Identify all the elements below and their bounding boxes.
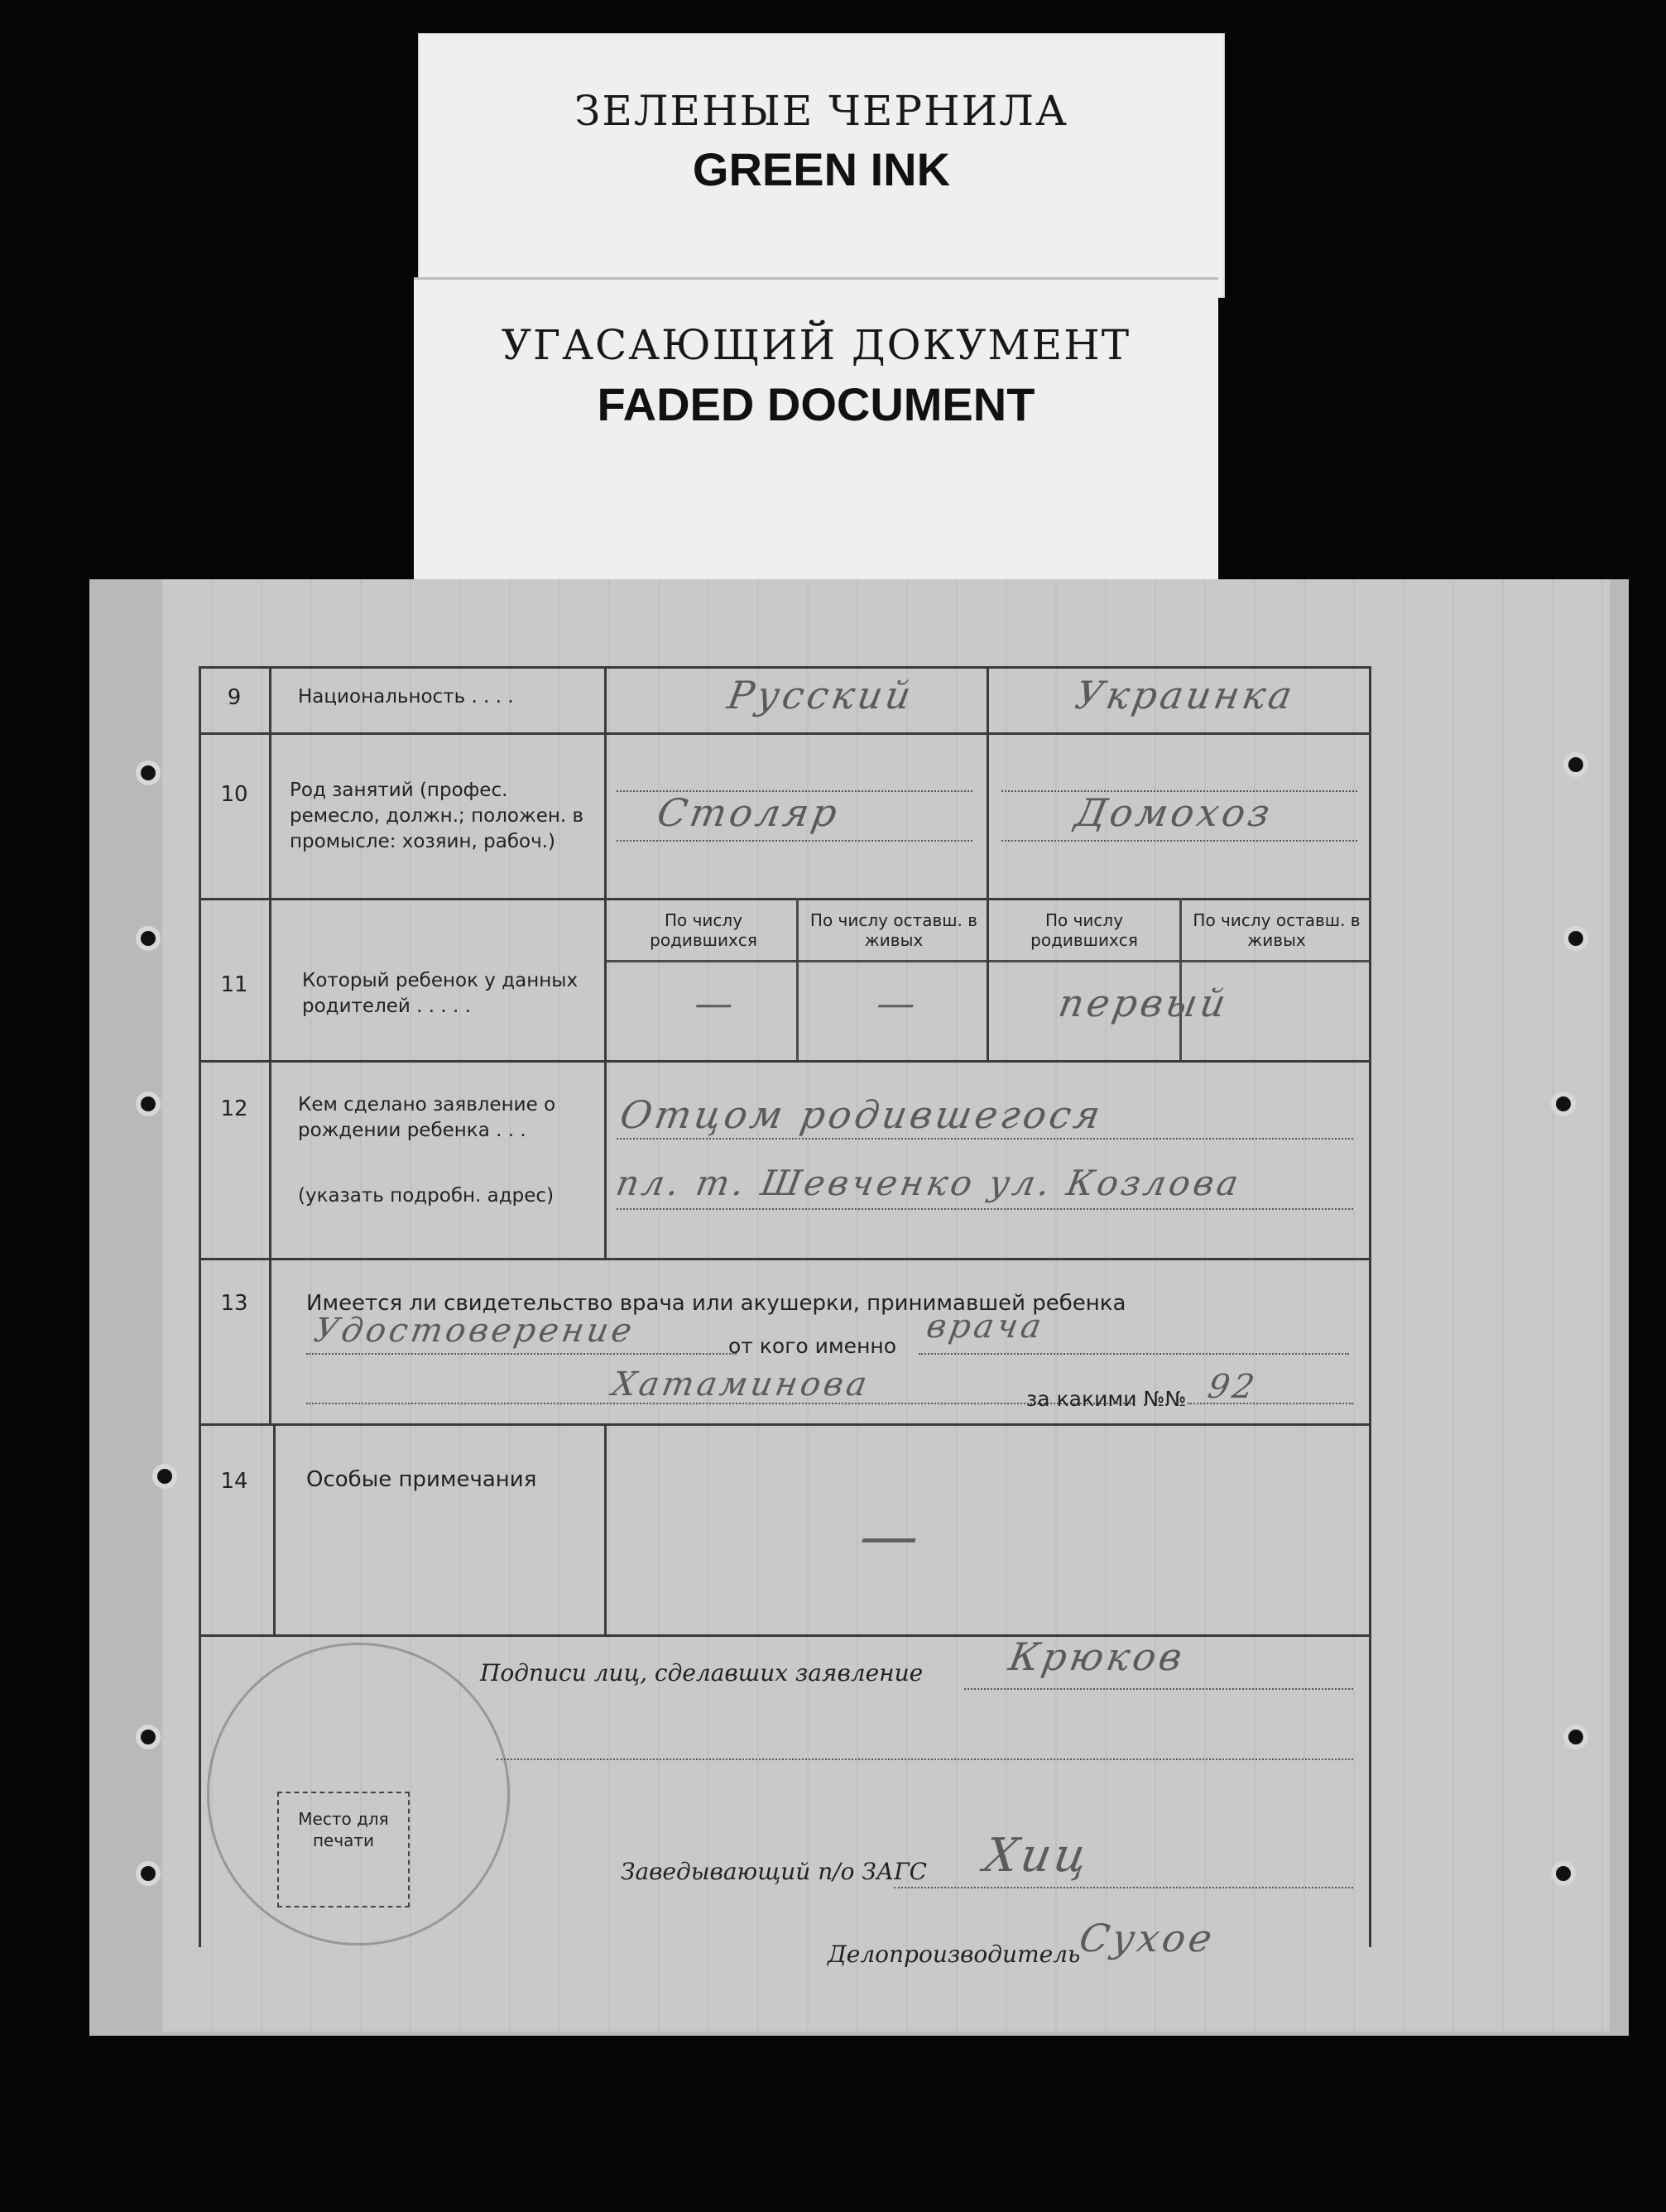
father-nationality: Русский xyxy=(724,673,918,717)
child-order-value: первый xyxy=(1055,981,1232,1025)
address-hint: (указать подробн. адрес) xyxy=(298,1185,555,1207)
certificate-number: 92 xyxy=(1204,1368,1260,1406)
col-header: По числу родившихся xyxy=(1030,910,1138,950)
rule xyxy=(1179,898,1182,1060)
row-number: 13 xyxy=(220,1291,248,1316)
occupation-label: Род занятий (профес. ремесло, должн.; положен. в промысле: хозяин, рабоч.) xyxy=(290,780,584,852)
clerk-label: Делопроизводитель xyxy=(828,1941,1081,1968)
from-whom-label: от кого именно xyxy=(728,1334,897,1358)
faded-en-text: FADED DOCUMENT xyxy=(597,378,1035,430)
rule xyxy=(1369,666,1371,1947)
rule xyxy=(604,1423,607,1634)
certificate-answer: Удостоверение xyxy=(310,1312,638,1350)
dotted-line xyxy=(894,1887,1353,1888)
declarant-value: Отцом родившегося xyxy=(617,1092,1107,1137)
punch-hole xyxy=(141,1866,156,1881)
col-header: По числу оставш. в живых xyxy=(1193,910,1361,950)
punch-hole xyxy=(141,931,156,946)
doctor-value: врача xyxy=(923,1308,1048,1346)
head-signature: Хиц xyxy=(980,1829,1095,1883)
clerk-signature: Сухое xyxy=(1076,1916,1219,1960)
row-number: 10 xyxy=(220,782,248,807)
punch-hole xyxy=(1556,1866,1571,1881)
punch-hole xyxy=(1568,931,1583,946)
col-header: По числу оставш. в живых xyxy=(809,910,978,950)
punch-hole xyxy=(157,1469,172,1484)
punch-hole xyxy=(1568,1730,1583,1744)
row-number: 11 xyxy=(220,972,248,997)
child-born-count: — xyxy=(691,981,741,1025)
green-ink-en-text: GREEN INK xyxy=(692,143,951,195)
mother-occupation: Домохоз xyxy=(1072,790,1277,835)
dotted-line xyxy=(497,1759,1353,1760)
child-alive-count: — xyxy=(873,981,923,1025)
child-order-label: Который ребенок у данных родителей . . . . . xyxy=(302,970,579,1017)
punch-hole xyxy=(141,1730,156,1744)
faded-document-card xyxy=(414,277,1218,579)
dotted-line xyxy=(919,1353,1349,1355)
rule xyxy=(796,898,799,1060)
declarant-label: Кем сделано заявление о рождении ребенка . . . xyxy=(298,1094,556,1141)
green-ink-ru-text: ЗЕЛЕНЫЕ ЧЕРНИЛА xyxy=(574,87,1068,135)
rule xyxy=(199,732,1371,735)
rule xyxy=(199,1634,1371,1637)
faded-ru-text: УГАСАЮЩИЙ ДОКУМЕНТ xyxy=(501,321,1131,369)
rule xyxy=(273,1423,276,1634)
remarks-label: Особые примечания xyxy=(306,1467,537,1492)
father-occupation: Столяр xyxy=(654,790,844,835)
dotted-line xyxy=(617,1208,1353,1210)
row-number: 9 xyxy=(227,685,242,710)
rule xyxy=(269,666,271,1423)
nationality-label: Национальность . . . . xyxy=(298,686,514,708)
dotted-line xyxy=(617,1138,1353,1140)
green-ink-card xyxy=(418,33,1225,298)
declarant-address: пл. т. Шевченко ул. Козлова xyxy=(612,1163,1245,1203)
doctor-name: Хатаминова xyxy=(608,1365,873,1403)
rule xyxy=(199,1423,1371,1426)
dotted-line xyxy=(964,1688,1353,1690)
rule xyxy=(199,1258,1371,1260)
dotted-line xyxy=(617,840,972,842)
row-number: 14 xyxy=(220,1469,248,1494)
number-label: за какими №№ xyxy=(1026,1387,1187,1411)
rule xyxy=(987,898,989,1060)
punch-hole xyxy=(1556,1096,1571,1111)
col-header: По числу родившихся xyxy=(650,910,757,950)
stamp-place-box: Место для печати xyxy=(277,1792,410,1907)
rule xyxy=(199,898,1371,900)
applicants-signature: Крюков xyxy=(1006,1634,1189,1679)
row-number: 12 xyxy=(220,1096,248,1121)
head-label: Заведывающий п/о ЗАГС xyxy=(621,1858,928,1885)
rule xyxy=(199,1060,1371,1063)
punch-hole xyxy=(141,765,156,780)
punch-hole xyxy=(1568,757,1583,772)
applicants-signature-label: Подписи лиц, сделавших заявление xyxy=(480,1659,924,1687)
dotted-line xyxy=(306,1353,737,1355)
certificate-question: Имеется ли свидетельство врача или акушерки, принимавшей ребенка xyxy=(306,1291,1126,1316)
punch-hole xyxy=(141,1096,156,1111)
rule xyxy=(199,666,1371,669)
remarks-value: — xyxy=(854,1502,929,1570)
mother-nationality: Украинка xyxy=(1072,673,1299,717)
dotted-line xyxy=(1001,840,1357,842)
rule xyxy=(604,666,607,1258)
